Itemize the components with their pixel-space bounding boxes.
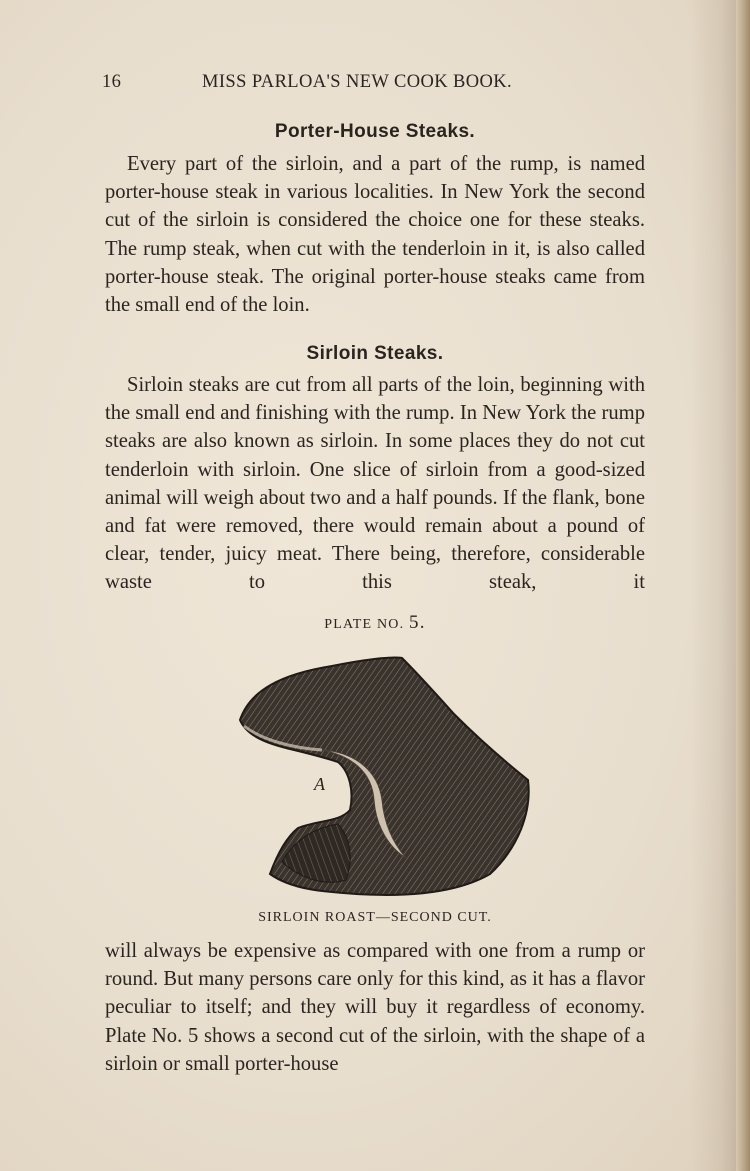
plate-number: 5. [409,612,426,633]
page-header [102,72,652,100]
figure-caption: SIRLOIN ROAST—SECOND CUT. [258,910,492,925]
paragraph-sirloin: Sirloin steaks are cut from all parts of the loin, beginning with the small end and finishing with the rump. In New York the rump steaks are also known as sirloin. In some places they do not cut tenderloin with sirloin. One slice of sirloin from a good-sized animal will weigh about two and a half pounds. If the flank, bone and fat were removed, there would remain about a pound of clear, tender, juicy meat. There being, therefore, considerable waste to this steak, it [105,374,645,594]
plate-label-text: PLATE NO. [324,617,405,632]
running-title: MISS PARLOA'S NEW COOK BOOK. [202,72,513,92]
page-edge [736,0,750,1171]
section-heading-porter-house: Porter-House Steaks. [274,121,476,142]
sirloin-illustration [222,652,536,900]
plate-label [105,612,645,634]
section-heading-sirloin: Sirloin Steaks. [306,343,444,364]
paragraph-continuation: will always be expensive as compared with one from a rump or round. But many persons care only for this kind, as it has a flavor peculiar to itself; and they will buy it regardless of economy. Plate No. 5 shows a second cut of the sirloin, with the shape of a sirloin or small porter-house [105,940,645,1075]
paragraph-porter-house: Every part of the sirloin, and a part of the rump, is named porter-house steak in various localities. In New York the second cut of the sirloin is considered the choice one for these steaks. The rump steak, when cut with the tenderloin in it, is also called porter-house steak. The original porter-house steaks came from the small end of the loin. [105,153,645,317]
page-number: 16 [102,72,122,92]
figure-letter: A [314,774,325,794]
